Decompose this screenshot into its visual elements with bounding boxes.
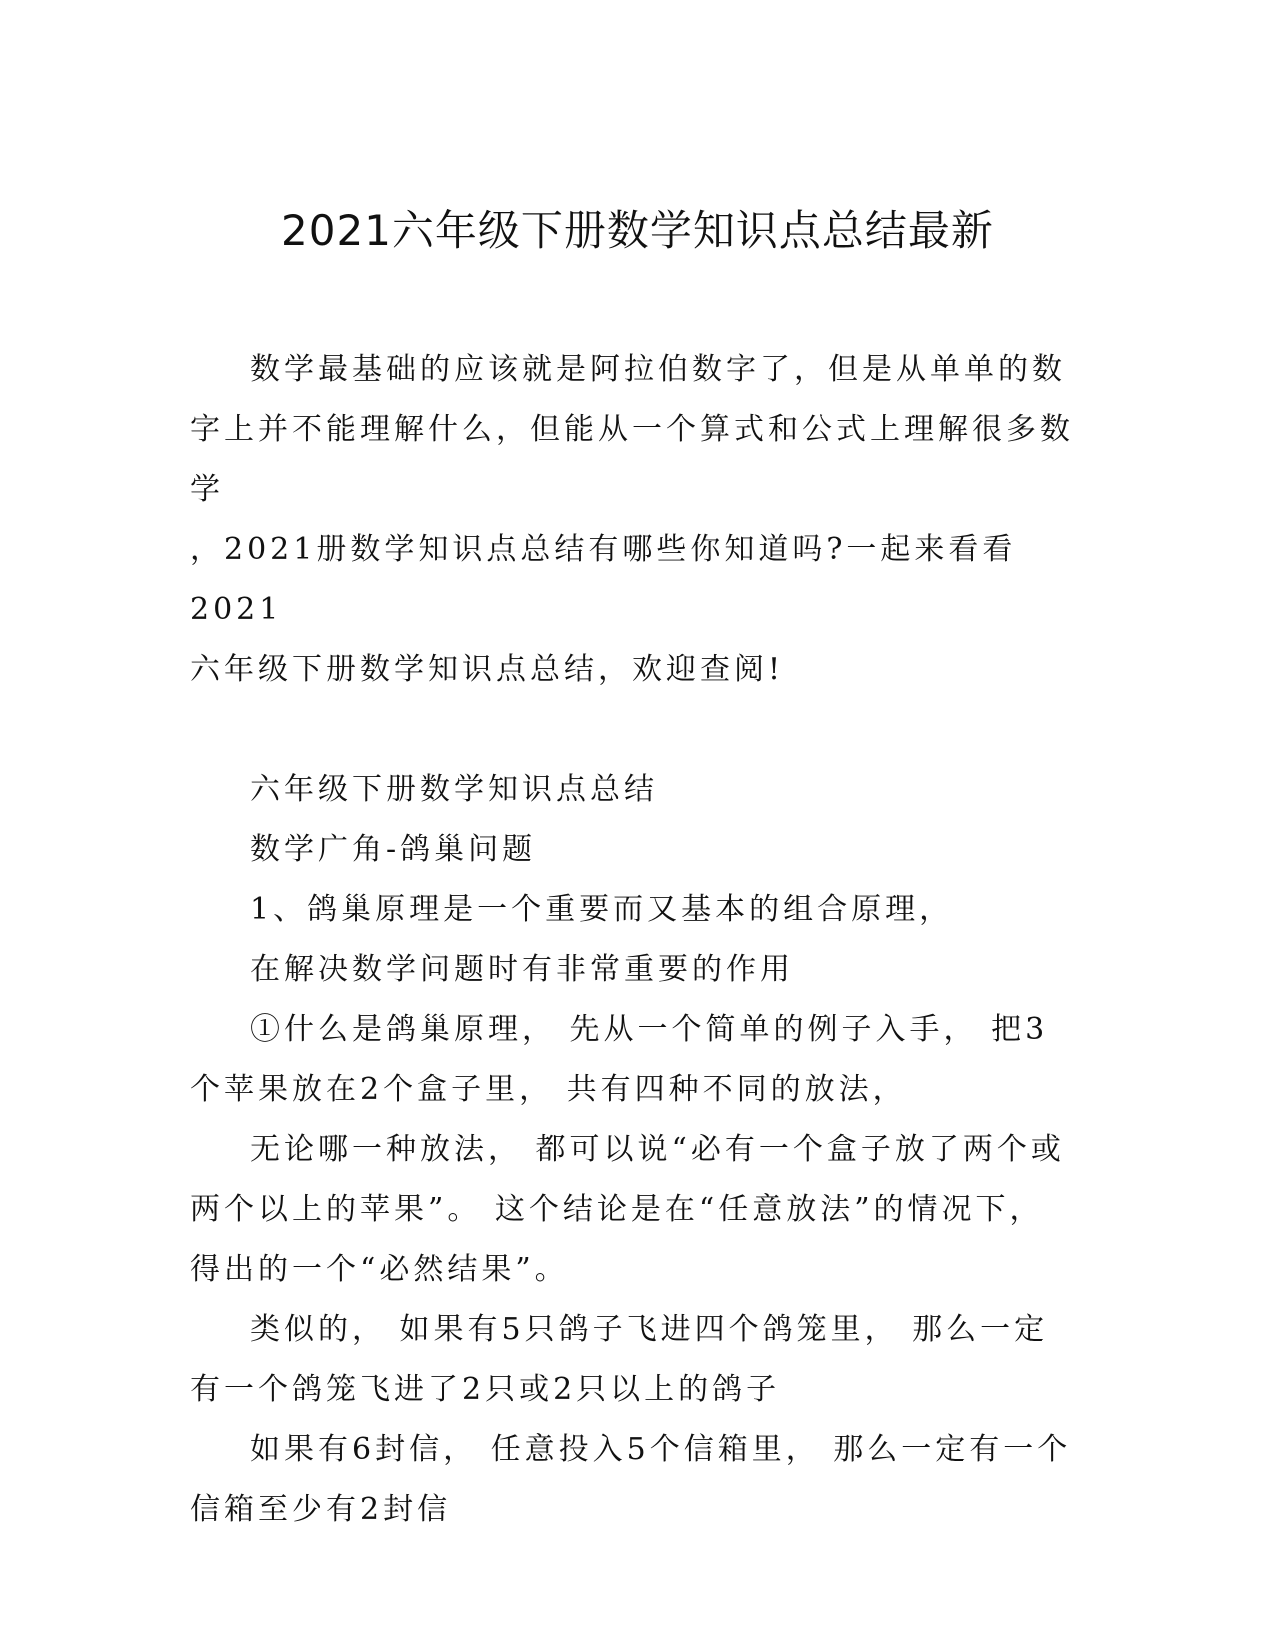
intro-paragraph — [190, 340, 1080, 700]
section-title: 六年级下册数学知识点总结 — [250, 772, 658, 807]
letters-example-paragraph: 如果有6封信， 任意投入5个信箱里， 那么一定有一个信箱至少有2封信 — [190, 1432, 1072, 1527]
similar-example-paragraph: 类似的， 如果有5只鸽子飞进四个鸽笼里， 那么一定有一个鸽笼飞进了2只或2只以上的鸽子 — [190, 1312, 1049, 1407]
document-body — [190, 340, 1080, 1540]
intro-line: 数学最基础的应该就是阿拉伯数字了，但是从单单的数 — [250, 352, 1066, 387]
point-1-line-2: 在解决数学问题时有非常重要的作用 — [250, 952, 794, 987]
point-1-line-1: 1、鸽巢原理是一个重要而又基本的组合原理， — [250, 892, 954, 927]
intro-line: 六年级下册数学知识点总结，欢迎查阅! — [190, 652, 785, 687]
what-is-pigeonhole-paragraph: ①什么是鸽巢原理， 先从一个简单的例子入手， 把3个苹果放在2个盒子里， 共有四种不同的放法， — [190, 1012, 1049, 1107]
subsection-title: 数学广角-鸽巢问题 — [250, 832, 537, 867]
any-arrangement-paragraph: 无论哪一种放法， 都可以说“必有一个盒子放了两个或两个以上的苹果”。 这个结论是在“任意放法”的情况下， 得出的一个“必然结果”。 — [190, 1132, 1065, 1287]
intro-line: 字上并不能理解什么，但能从一个算式和公式上理解很多数学 — [190, 412, 1074, 507]
intro-line: ，2021册数学知识点总结有哪些你知道吗?一起来看看2021 — [190, 532, 1017, 627]
paragraph-gap — [190, 700, 1080, 760]
document-title: 2021六年级下册数学知识点总结最新 — [281, 206, 994, 255]
